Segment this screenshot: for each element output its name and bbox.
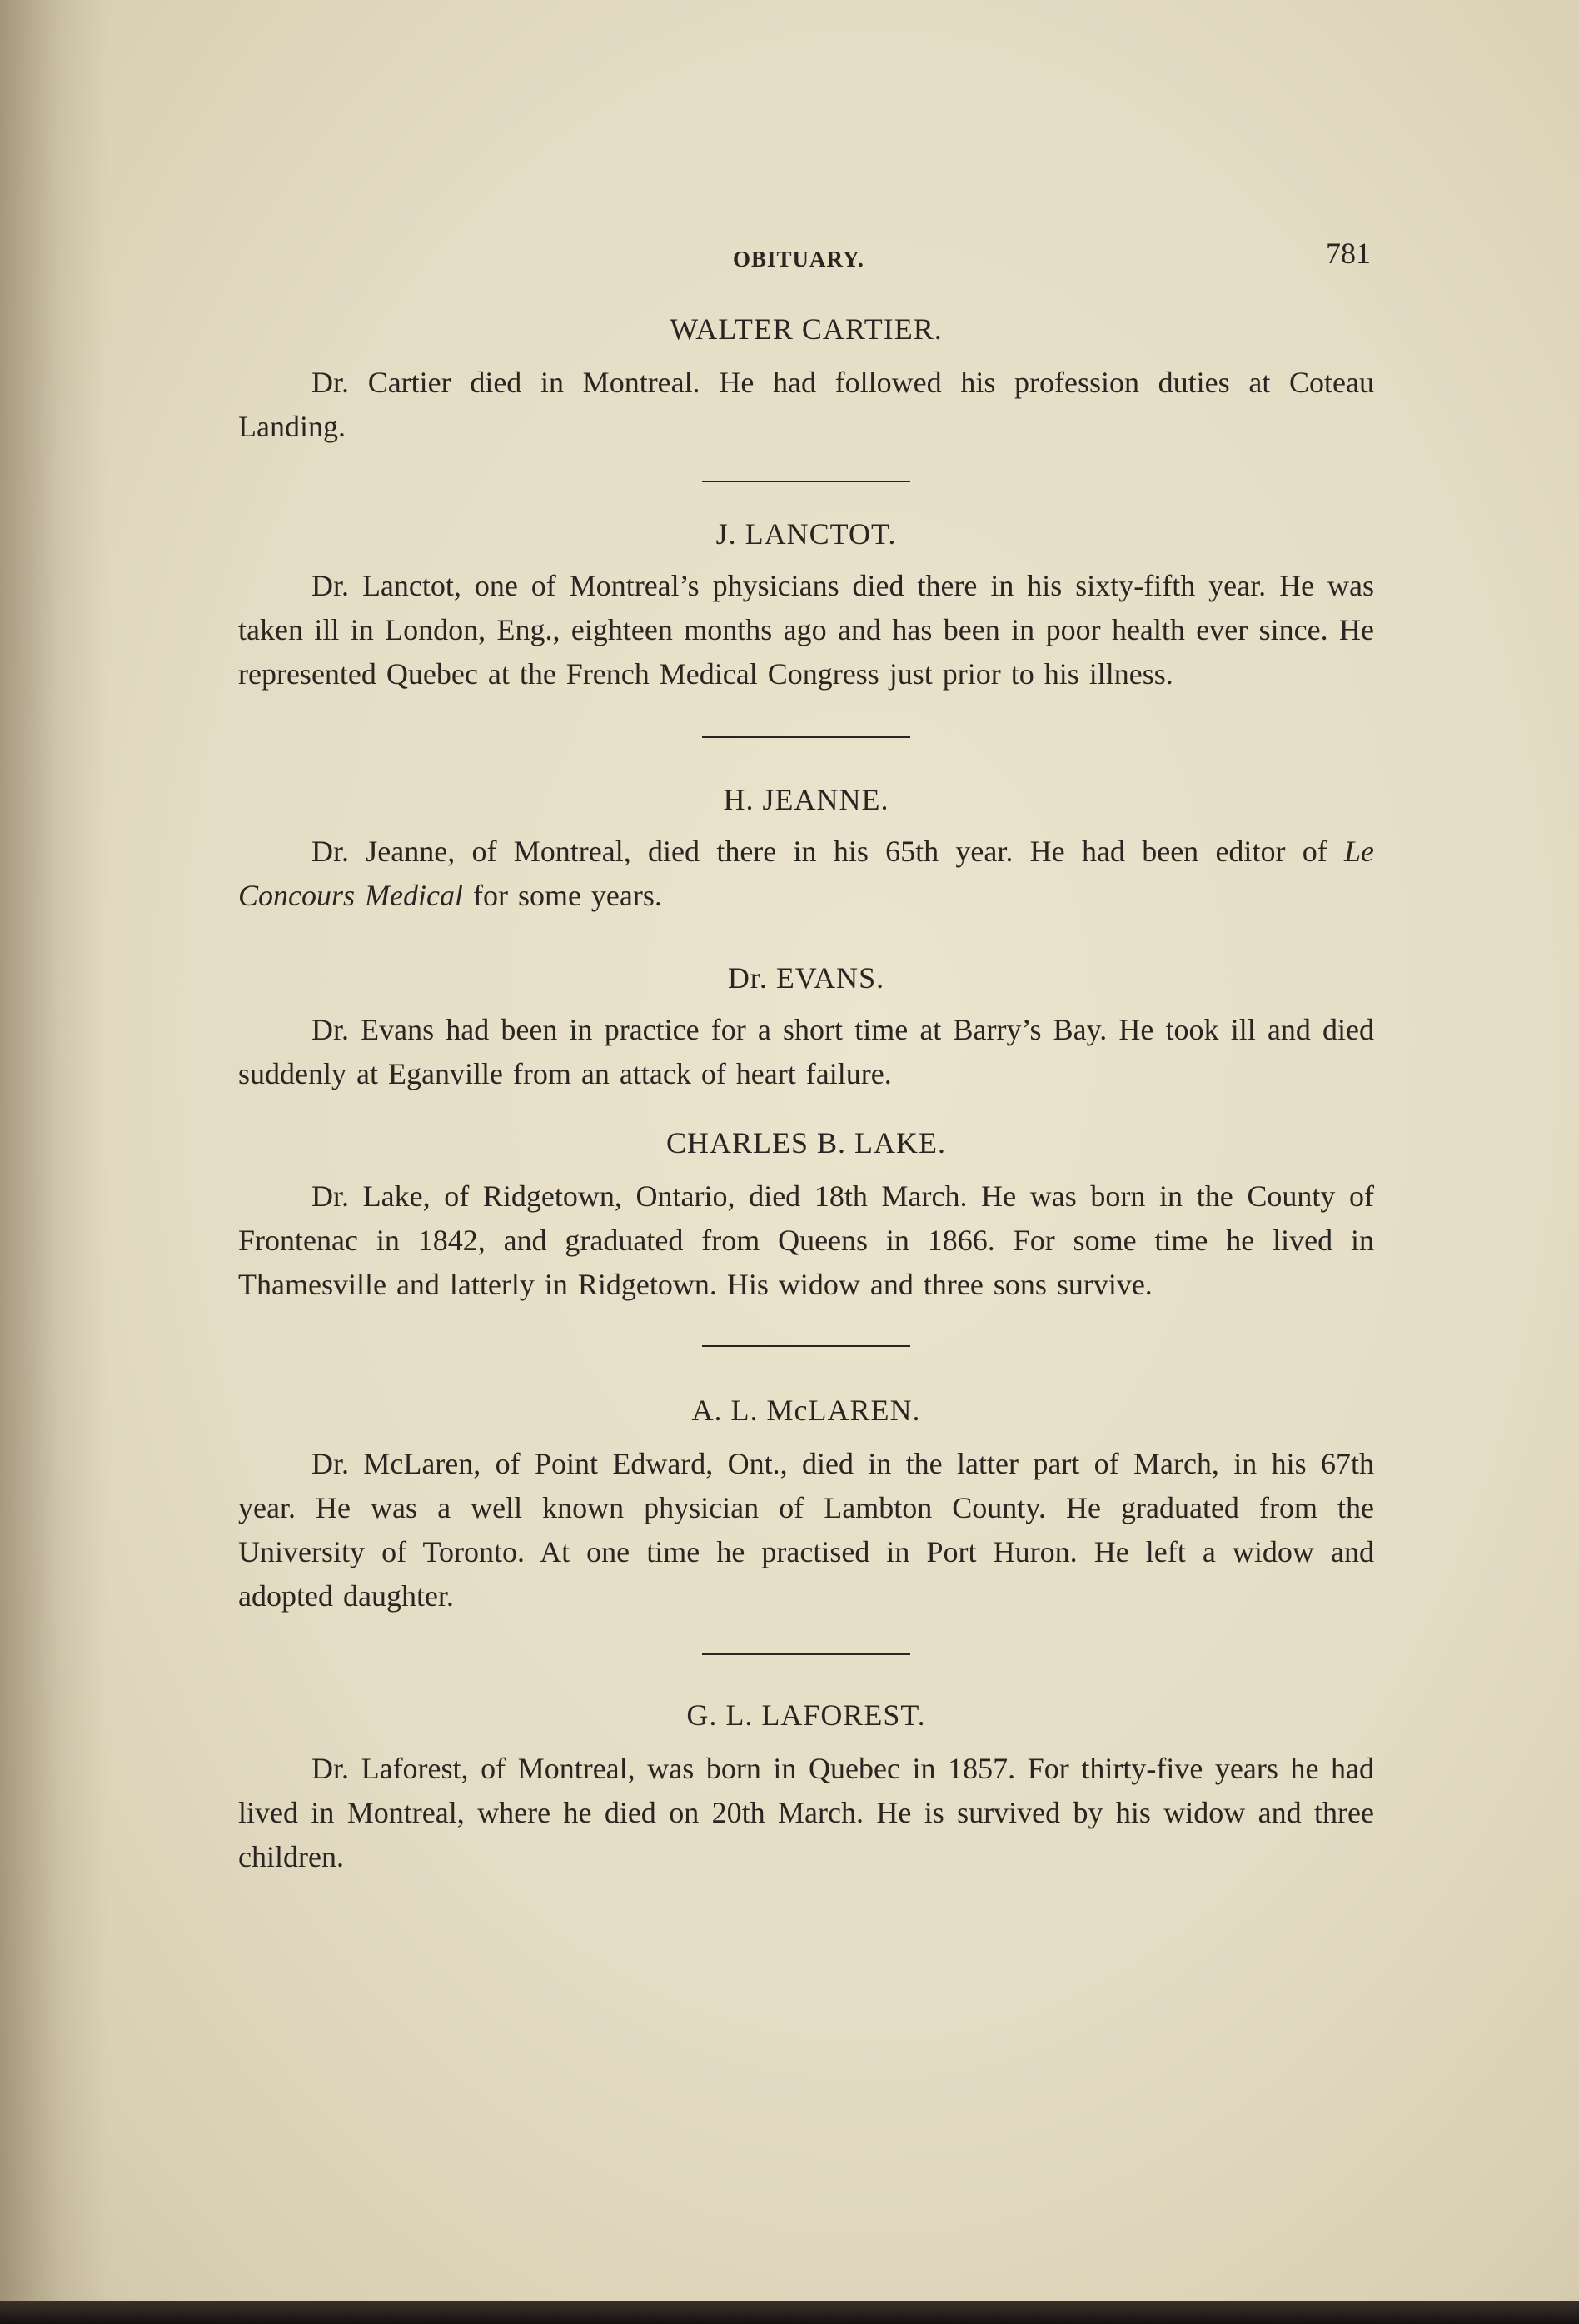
obituary-entry	[238, 1392, 1374, 1618]
journal-title: Le Concours Medical	[238, 835, 1374, 912]
obituary-name: WALTER CARTIER.	[670, 312, 943, 346]
obituary-text-part: Dr. Jeanne, of Montreal, died there in his 65th year. He had been editor of	[311, 835, 1344, 868]
obituary-text: Dr. Evans had been in practice for a short time at Barry’s Bay. He took ill and died suddenly at Eganville from an attack of heart failure.	[238, 1013, 1374, 1090]
obituary-name: H. JEANNE.	[723, 783, 889, 816]
obituary-name: A. L. McLAREN.	[691, 1394, 921, 1427]
section-divider	[702, 481, 910, 482]
obituary-name: G. L. LAFOREST.	[686, 1698, 926, 1732]
obituary-entry	[238, 311, 1374, 449]
obituary-entry	[238, 1697, 1374, 1879]
binding-shadow	[0, 0, 108, 2301]
obituary-text: Dr. Laforest, of Montreal, was born in Quebec in 1857. For thirty-five years he had lived in Montreal, where he died on 20th March. He is survived by his widow and three children.	[238, 1752, 1374, 1873]
obituary-text: Dr. Cartier died in Montreal. He had followed his profession duties at Coteau Landing.	[238, 366, 1374, 443]
obituary-text: Dr. McLaren, of Point Edward, Ont., died in the latter part of March, in his 67th year. He was a well known physician of Lambton County. He graduated from the University of Toronto. At one time he practised in Port Huron. He left a widow and adopted daughter.	[238, 1447, 1374, 1613]
obituary-column	[238, 311, 1374, 1879]
obituary-name: CHARLES B. LAKE.	[665, 1126, 946, 1160]
obituary-text: Dr. Lake, of Ridgetown, Ontario, died 18th March. He was born in the County of Frontenac in 1842, and graduated from Queens in 1866. For some time he lived in Thamesville and latterly in Ridgetown. His widow and three sons survive.	[238, 1179, 1374, 1301]
obituary-text	[238, 830, 1374, 918]
section-divider	[702, 1345, 910, 1347]
obituary-entry	[238, 781, 1374, 918]
obituary-text: Dr. Lanctot, one of Montreal’s physicians died there in his sixty-fifth year. He was taken ill in London, Eng., eighteen months ago and has been in poor health ever since. He represented Quebec at the French Medical Congress just prior to his illness.	[238, 569, 1374, 691]
obituary-name: Dr. EVANS.	[727, 961, 885, 995]
obituary-entry	[238, 1125, 1374, 1307]
obituary-entry	[238, 516, 1374, 696]
page-bottom-edge	[0, 2301, 1579, 2324]
page-number: 781	[1326, 237, 1371, 270]
obituary-entry	[238, 960, 1374, 1096]
running-head: OBITUARY.	[733, 247, 864, 272]
section-divider	[702, 1653, 910, 1655]
section-divider	[702, 736, 910, 738]
obituary-text-part: for some years.	[462, 879, 662, 912]
obituary-name: J. LANCTOT.	[715, 517, 897, 551]
